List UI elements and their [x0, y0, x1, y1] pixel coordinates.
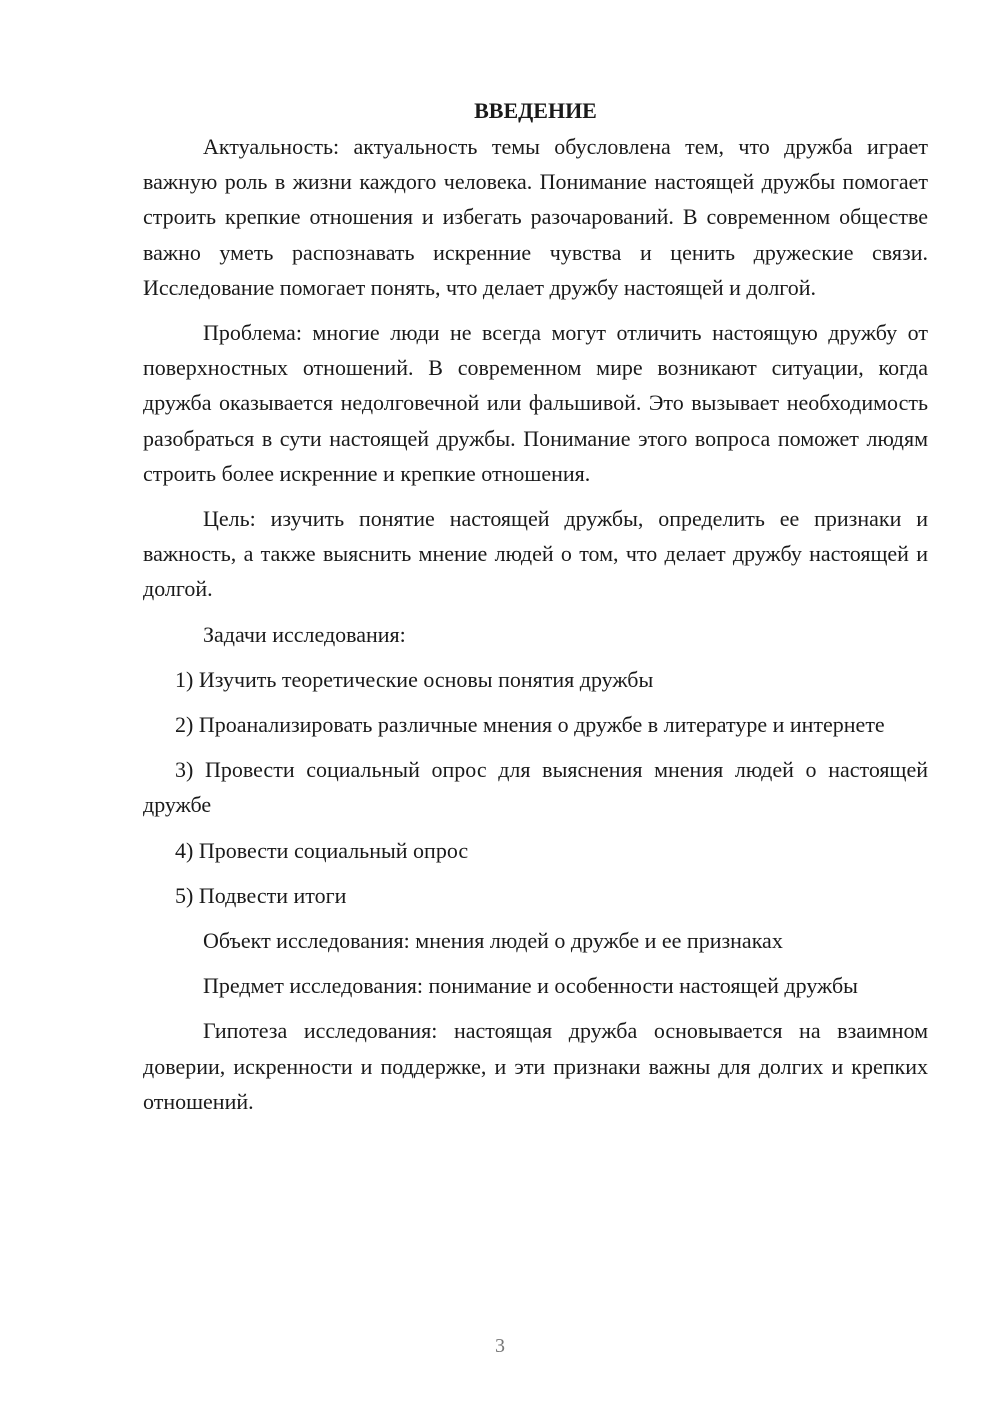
paragraph-relevance: Актуальность: актуальность темы обусловлена тем, что дружба играет важную роль в жизни каждого человека. Понимание настоящей дружбы помогает строить крепкие отношения и избегать разочарований. В современном обществе важно уметь распознавать искренние чувства и ценить дружеские связи. Исследование помогает понять, что делает дружбу настоящей и долгой.: [143, 134, 928, 300]
document-page: [143, 93, 928, 1119]
tasks-heading: Задачи исследования:: [203, 621, 406, 647]
paragraph-goal: Цель: изучить понятие настоящей дружбы, определить ее признаки и важность, а также выяснить мнение людей о том, что делает дружбу настоящей и долгой.: [143, 506, 928, 602]
task-item-3: 3) Провести социальный опрос для выяснения мнения людей о настоящей дружбе: [143, 757, 928, 818]
task-item-5: 5) Подвести итоги: [175, 882, 347, 908]
paragraph-object: Объект исследования: мнения людей о дружбе и ее признаках: [203, 928, 783, 954]
task-item-2: 2) Проанализировать различные мнения о дружбе в литературе и интернете: [175, 712, 885, 738]
page-number: 3: [495, 1335, 505, 1357]
paragraph-subject: Предмет исследования: понимание и особенности настоящей дружбы: [203, 973, 858, 999]
paragraph-problem: Проблема: многие люди не всегда могут отличить настоящую дружбу от поверхностных отношений. В современном мире возникают ситуации, когда дружба оказывается недолговечной или фальшивой. Это вызывает необходимость разобраться в сути настоящей дружбы. Понимание этого вопроса поможет людям строить более искренние и крепкие отношения.: [143, 320, 928, 486]
page-title: ВВЕДЕНИЕ: [474, 98, 597, 123]
task-item-4: 4) Провести социальный опрос: [175, 837, 469, 863]
paragraph-hypothesis: Гипотеза исследования: настоящая дружба основывается на взаимном доверии, искренности и поддержке, и эти признаки важны для долгих и крепких отношений.: [143, 1018, 928, 1114]
task-item-1: 1) Изучить теоретические основы понятия дружбы: [175, 666, 654, 692]
